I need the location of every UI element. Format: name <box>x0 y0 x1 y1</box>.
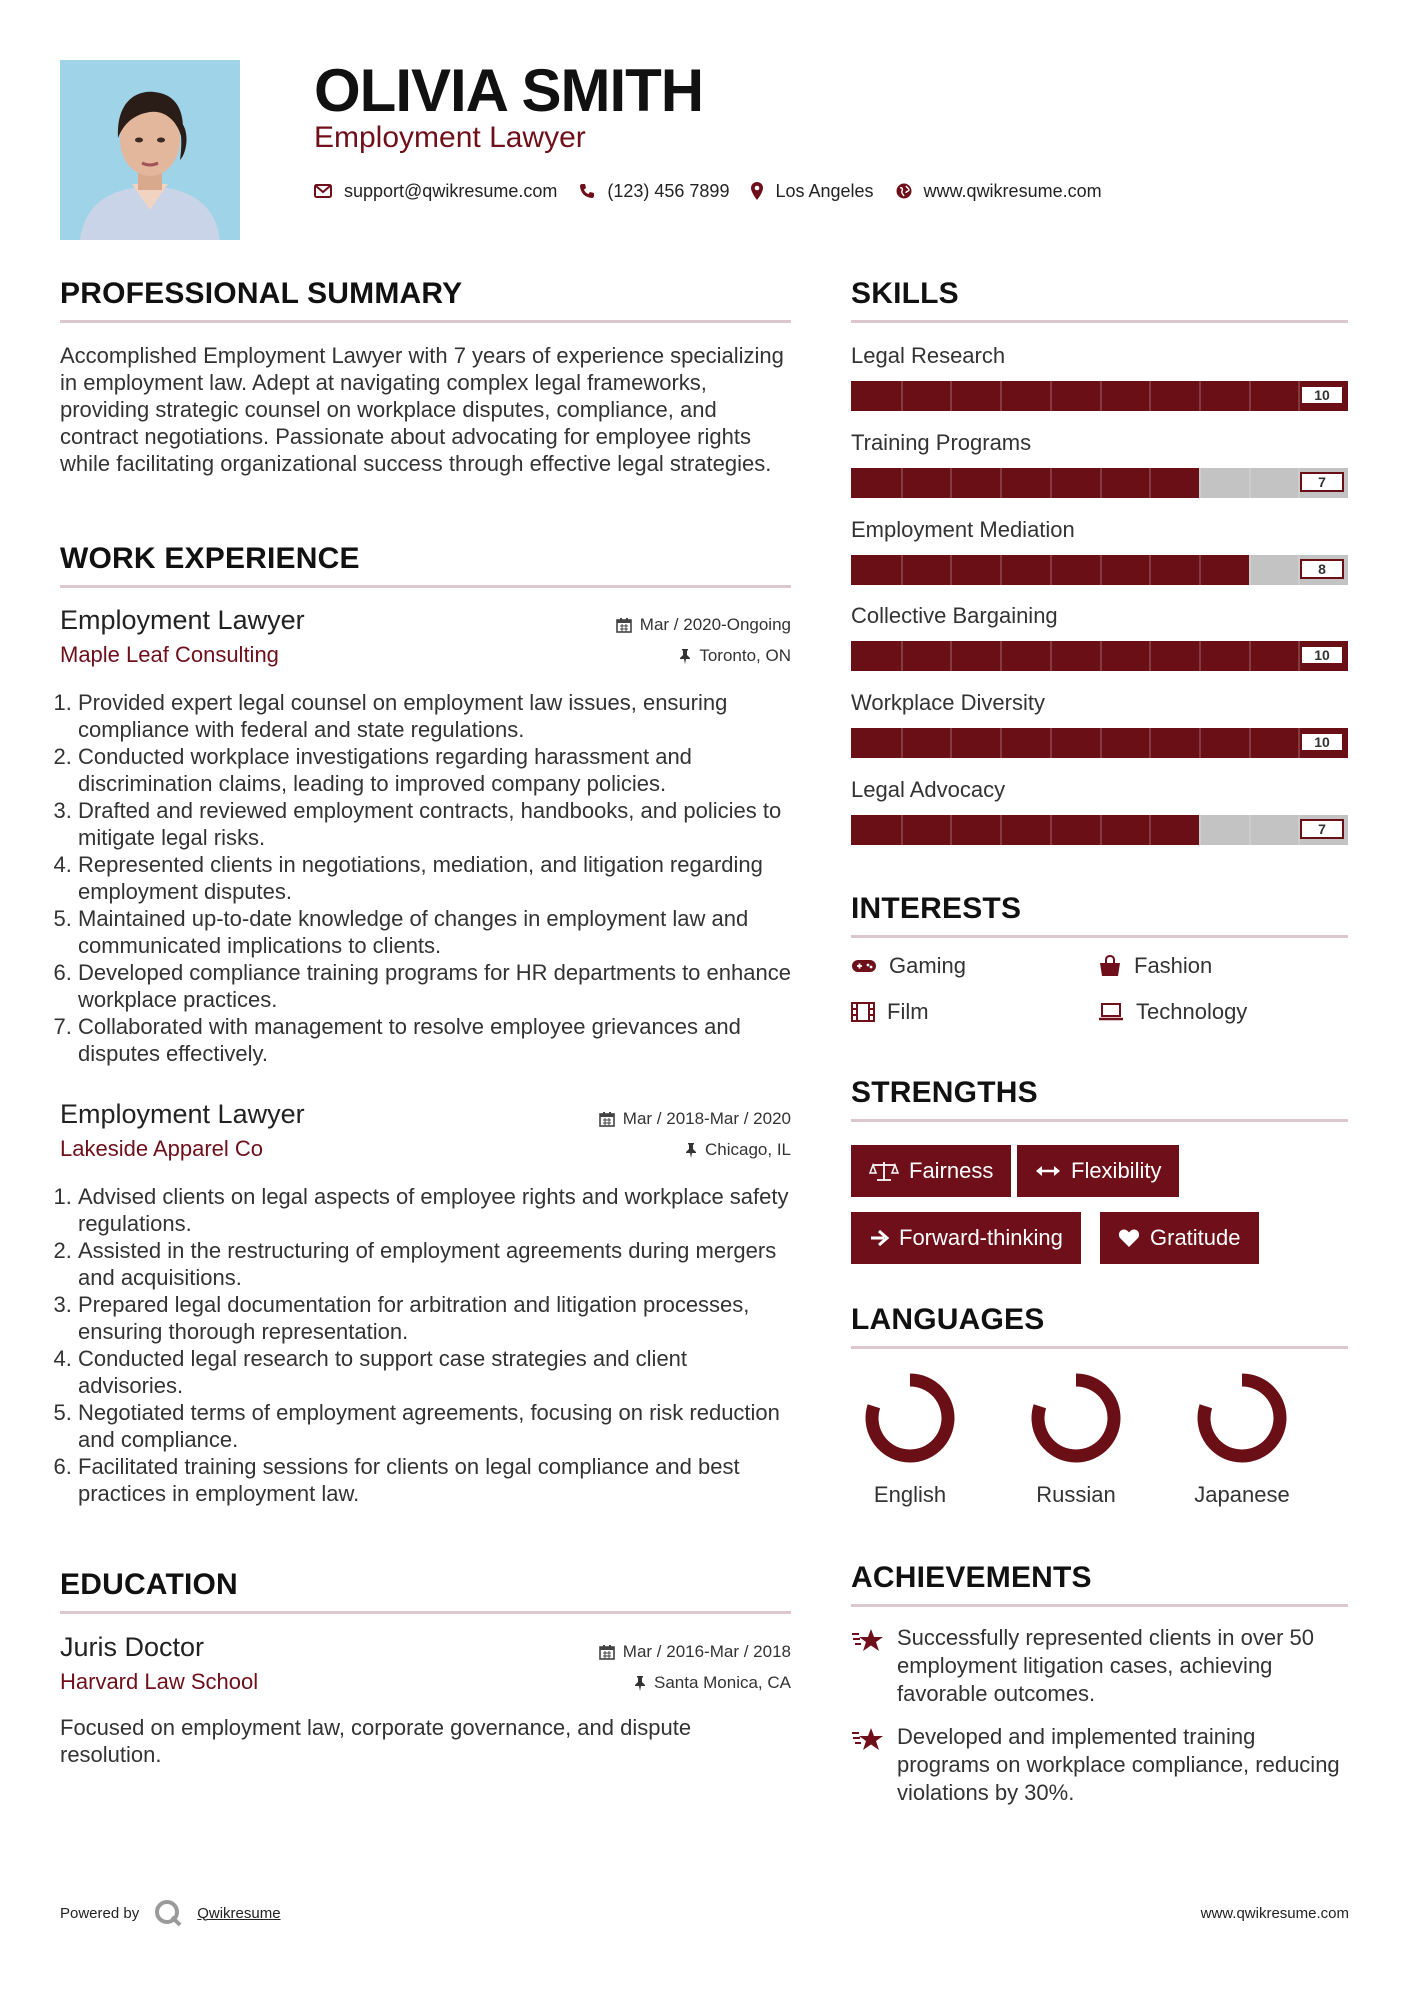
interest-label: Technology <box>1136 999 1248 1024</box>
skill-score: 7 <box>1300 472 1344 492</box>
contact-email-text: support@qwikresume.com <box>344 180 558 201</box>
skill-bar-segment <box>1050 555 1052 585</box>
list-item: 4. Conducted legal research to support case strategies and client advisories. <box>78 1345 791 1399</box>
achievement-text: Developed and implemented training programs on workplace compliance, reducing violations by 30%. <box>897 1724 1340 1805</box>
contact-location-text: Los Angeles <box>775 180 874 201</box>
skill-bar-fill <box>851 468 1199 498</box>
experience-divider <box>60 585 791 588</box>
skill-bar-segment <box>1050 728 1052 758</box>
language-name: English <box>873 1482 947 1507</box>
education-location <box>634 1673 791 1693</box>
strengths-divider <box>851 1119 1348 1122</box>
skill-bar <box>851 381 1348 411</box>
skill-bar-segment <box>950 381 952 411</box>
pin-icon <box>685 1142 697 1158</box>
skill-bar-segment <box>1199 381 1201 411</box>
skill-score: 10 <box>1300 645 1344 665</box>
achievements-divider <box>851 1604 1348 1607</box>
shopping-bag-icon <box>1098 955 1122 977</box>
strength-label: Forward-thinking <box>899 1225 1063 1250</box>
interest-item <box>851 953 966 979</box>
language-level-arc <box>1204 1380 1280 1456</box>
strength-badge <box>851 1145 1011 1197</box>
job-title-row <box>60 605 791 642</box>
skill-bar-segment <box>1249 555 1251 585</box>
language-name: Japanese <box>1194 1482 1290 1507</box>
candidate-name: OLIVIA SMITH <box>314 57 704 124</box>
language-proficiency-ring <box>1028 1370 1124 1466</box>
job-location <box>685 1140 791 1160</box>
skill-bar-segment <box>1199 641 1201 671</box>
job-responsibilities <box>60 689 791 1067</box>
skill-bar-segment <box>1149 468 1151 498</box>
contact-website-text: www.qwikresume.com <box>923 180 1102 201</box>
skill-name: Legal Advocacy <box>851 777 1006 802</box>
calendar-icon <box>616 617 632 633</box>
interest-label: Film <box>887 999 929 1024</box>
job-company: Lakeside Apparel Co <box>60 1136 264 1161</box>
candidate-title: Employment Lawyer <box>314 121 586 154</box>
star-award-icon <box>851 1725 885 1755</box>
job-entry <box>60 605 791 1067</box>
interests-divider <box>851 935 1348 938</box>
contact-location <box>751 181 873 202</box>
qwikresume-logo-icon <box>153 1898 183 1928</box>
summary-text: Accomplished Employment Lawyer with 7 years of experience specializing in employment law. Adept at navigating complex legal frameworks, providing strategic counsel on workplace disputes, compliance, and contract negotiations. Passionate about advocating for employee rights while facilitating organizational success through effective legal strategies. <box>60 343 784 476</box>
skill-name: Training Programs <box>851 430 1032 455</box>
skill-bar-segment <box>901 555 903 585</box>
skill-bar-segment <box>1249 468 1251 498</box>
job-location-text: Chicago, IL <box>705 1140 791 1159</box>
arrows-horizontal-icon <box>1035 1164 1061 1178</box>
interest-item <box>1098 999 1247 1025</box>
list-item: 3. Drafted and reviewed employment contracts, handbooks, and policies to mitigate legal risks. <box>78 797 791 851</box>
strength-badge <box>851 1212 1081 1264</box>
job-title-row <box>60 1099 791 1136</box>
strength-label: Fairness <box>909 1158 994 1183</box>
calendar-icon <box>599 1644 615 1660</box>
skill-bar <box>851 641 1348 671</box>
map-marker-icon <box>751 182 763 200</box>
job-company-row <box>60 642 791 679</box>
skill-bar-segment <box>901 381 903 411</box>
skill-bar-segment <box>1199 728 1201 758</box>
list-item: 7. Collaborated with management to resolve employee grievances and disputes effectively. <box>78 1013 791 1067</box>
skill-bar-segment <box>1149 728 1151 758</box>
skill-name: Employment Mediation <box>851 517 1075 542</box>
skill-bar-segment <box>1249 381 1251 411</box>
skill-bar-segment <box>1000 468 1002 498</box>
contact-phone[interactable] <box>579 181 729 202</box>
education-dates <box>599 1642 791 1662</box>
achievement-item <box>851 1624 1351 1708</box>
film-icon <box>851 1002 875 1022</box>
interests-heading: INTERESTS <box>851 892 1022 925</box>
arrow-right-icon <box>869 1228 889 1248</box>
strength-badge <box>1017 1145 1179 1197</box>
skill-bar-segment <box>1100 728 1102 758</box>
pin-icon <box>679 648 691 664</box>
envelope-icon <box>314 184 332 198</box>
achievement-text: Successfully represented clients in over 50 employment litigation cases, achieving favorable outcomes. <box>897 1625 1314 1706</box>
list-item: 1. Provided expert legal counsel on employment law issues, ensuring compliance with federal and state regulations. <box>78 689 791 743</box>
portrait-image <box>60 60 240 240</box>
laptop-icon <box>1098 1003 1124 1021</box>
profile-photo <box>60 60 240 240</box>
heart-icon <box>1118 1228 1140 1248</box>
language-proficiency-ring <box>1194 1370 1290 1466</box>
strength-badge <box>1100 1212 1259 1264</box>
powered-by <box>60 1898 281 1928</box>
job-dates <box>599 1109 791 1129</box>
education-heading: EDUCATION <box>60 1568 238 1601</box>
skill-bar-segment <box>1199 815 1201 845</box>
calendar-icon <box>599 1111 615 1127</box>
skill-bar-segment <box>1199 468 1201 498</box>
skill-bar-segment <box>901 728 903 758</box>
skill-bar <box>851 815 1348 845</box>
skill-name: Workplace Diversity <box>851 690 1045 715</box>
skill-name: Collective Bargaining <box>851 603 1058 628</box>
education-location-text: Santa Monica, CA <box>653 1673 791 1692</box>
skill-bar-segment <box>950 555 952 585</box>
skill-bar-segment <box>1100 381 1102 411</box>
job-dates-text: Mar / 2020-Ongoing <box>639 615 791 634</box>
strength-label: Gratitude <box>1150 1225 1241 1250</box>
list-item: 2. Assisted in the restructuring of employment agreements during mergers and acquisitions. <box>78 1237 791 1291</box>
job-company: Maple Leaf Consulting <box>60 642 279 667</box>
skill-bar-segment <box>950 641 952 671</box>
skill-bar-segment <box>1000 728 1002 758</box>
skill-bar-segment <box>950 728 952 758</box>
skill-score: 8 <box>1300 559 1344 579</box>
skill-bar-segment <box>1249 641 1251 671</box>
skill-bar-segment <box>1149 555 1151 585</box>
skill-bar-segment <box>950 815 952 845</box>
strength-label: Flexibility <box>1071 1158 1162 1183</box>
job-entry <box>60 1099 791 1507</box>
skill-bar-segment <box>1149 815 1151 845</box>
language-level-arc <box>1038 1380 1114 1456</box>
skill-bar-segment <box>901 815 903 845</box>
interest-item <box>851 999 929 1025</box>
interest-item <box>1098 953 1212 979</box>
powered-by-label: Powered by <box>60 1904 140 1922</box>
job-dates <box>616 615 791 635</box>
globe-icon <box>896 183 912 199</box>
skill-bar-segment <box>1249 728 1251 758</box>
degree-name: Juris Doctor <box>60 1632 205 1662</box>
job-responsibilities <box>60 1183 791 1507</box>
contact-phone-text: (123) 456 7899 <box>607 180 730 201</box>
skill-bar-segment <box>901 468 903 498</box>
star-award-icon <box>851 1626 885 1656</box>
brand-link[interactable]: Qwikresume <box>197 1904 281 1922</box>
list-item: 4. Represented clients in negotiations, mediation, and litigation regarding employment disputes. <box>78 851 791 905</box>
skill-bar-segment <box>1000 815 1002 845</box>
skill-bar-segment <box>1000 381 1002 411</box>
skill-bar <box>851 468 1348 498</box>
skill-name: Legal Research <box>851 343 1006 368</box>
education-divider <box>60 1611 791 1614</box>
skill-bar-segment <box>1100 815 1102 845</box>
job-location <box>679 646 791 666</box>
skill-bar-segment <box>1000 641 1002 671</box>
skills-divider <box>851 320 1348 323</box>
skill-bar-segment <box>1100 555 1102 585</box>
list-item: 1. Advised clients on legal aspects of employee rights and workplace safety regulations. <box>78 1183 791 1237</box>
skill-bar-segment <box>1050 381 1052 411</box>
skill-bar-segment <box>1000 555 1002 585</box>
summary-heading: PROFESSIONAL SUMMARY <box>60 277 463 310</box>
skill-bar-segment <box>1199 555 1201 585</box>
skill-score: 10 <box>1300 732 1344 752</box>
language-item <box>850 1370 970 1508</box>
skill-bar-segment <box>1149 641 1151 671</box>
skill-bar-segment <box>1050 468 1052 498</box>
contact-email[interactable] <box>314 181 557 202</box>
job-title: Employment Lawyer <box>60 605 305 635</box>
school-name: Harvard Law School <box>60 1669 259 1694</box>
gamepad-icon <box>851 958 877 974</box>
contact-website[interactable] <box>896 181 1102 202</box>
language-proficiency-ring <box>862 1370 958 1466</box>
skill-bar-segment <box>1050 815 1052 845</box>
list-item: 5. Maintained up-to-date knowledge of changes in employment law and communicated implications to clients. <box>78 905 791 959</box>
language-item <box>1016 1370 1136 1508</box>
skill-bar-fill <box>851 815 1199 845</box>
balance-scale-icon <box>869 1160 899 1182</box>
skill-score: 7 <box>1300 819 1344 839</box>
job-title: Employment Lawyer <box>60 1099 305 1129</box>
strengths-heading: STRENGTHS <box>851 1076 1038 1109</box>
footer-url[interactable]: www.qwikresume.com <box>1200 1905 1349 1922</box>
list-item: 2. Conducted workplace investigations regarding harassment and discrimination claims, leading to improved company policies. <box>78 743 791 797</box>
skill-bar-segment <box>1249 815 1251 845</box>
skill-bar-segment <box>901 641 903 671</box>
school-row <box>60 1669 791 1706</box>
summary-divider <box>60 320 791 323</box>
list-item: 5. Negotiated terms of employment agreements, focusing on risk reduction and compliance. <box>78 1399 791 1453</box>
job-company-row <box>60 1136 791 1173</box>
list-item: 6. Developed compliance training programs for HR departments to enhance workplace practices. <box>78 959 791 1013</box>
interest-label: Fashion <box>1134 953 1213 978</box>
skill-bar-segment <box>950 468 952 498</box>
languages-divider <box>851 1346 1348 1349</box>
pin-icon <box>634 1675 646 1691</box>
phone-icon <box>579 183 595 199</box>
achievements-heading: ACHIEVEMENTS <box>851 1561 1092 1594</box>
language-item <box>1182 1370 1302 1508</box>
skill-bar-segment <box>1149 381 1151 411</box>
skills-heading: SKILLS <box>851 277 959 310</box>
language-name: Russian <box>1036 1482 1116 1507</box>
language-level-arc <box>872 1380 948 1456</box>
skill-bar <box>851 728 1348 758</box>
achievement-item <box>851 1723 1351 1807</box>
contact-row <box>314 176 1124 206</box>
languages-heading: LANGUAGES <box>851 1303 1045 1336</box>
experience-heading: WORK EXPERIENCE <box>60 542 360 575</box>
skill-score: 10 <box>1300 385 1344 405</box>
skill-bar-segment <box>1100 641 1102 671</box>
list-item: 6. Facilitated training sessions for clients on legal compliance and best practices in employment law. <box>78 1453 791 1507</box>
education-entry <box>60 1632 791 1768</box>
skill-bar-segment <box>1100 468 1102 498</box>
skill-bar-segment <box>1050 641 1052 671</box>
education-description: Focused on employment law, corporate governance, and dispute resolution. <box>60 1715 692 1767</box>
degree-row <box>60 1632 791 1669</box>
job-dates-text: Mar / 2018-Mar / 2020 <box>622 1109 791 1128</box>
education-dates-text: Mar / 2016-Mar / 2018 <box>622 1642 791 1661</box>
list-item: 3. Prepared legal documentation for arbitration and litigation processes, ensuring thorough representation. <box>78 1291 791 1345</box>
interest-label: Gaming <box>889 953 967 978</box>
skill-bar <box>851 555 1348 585</box>
job-location-text: Toronto, ON <box>699 646 791 665</box>
